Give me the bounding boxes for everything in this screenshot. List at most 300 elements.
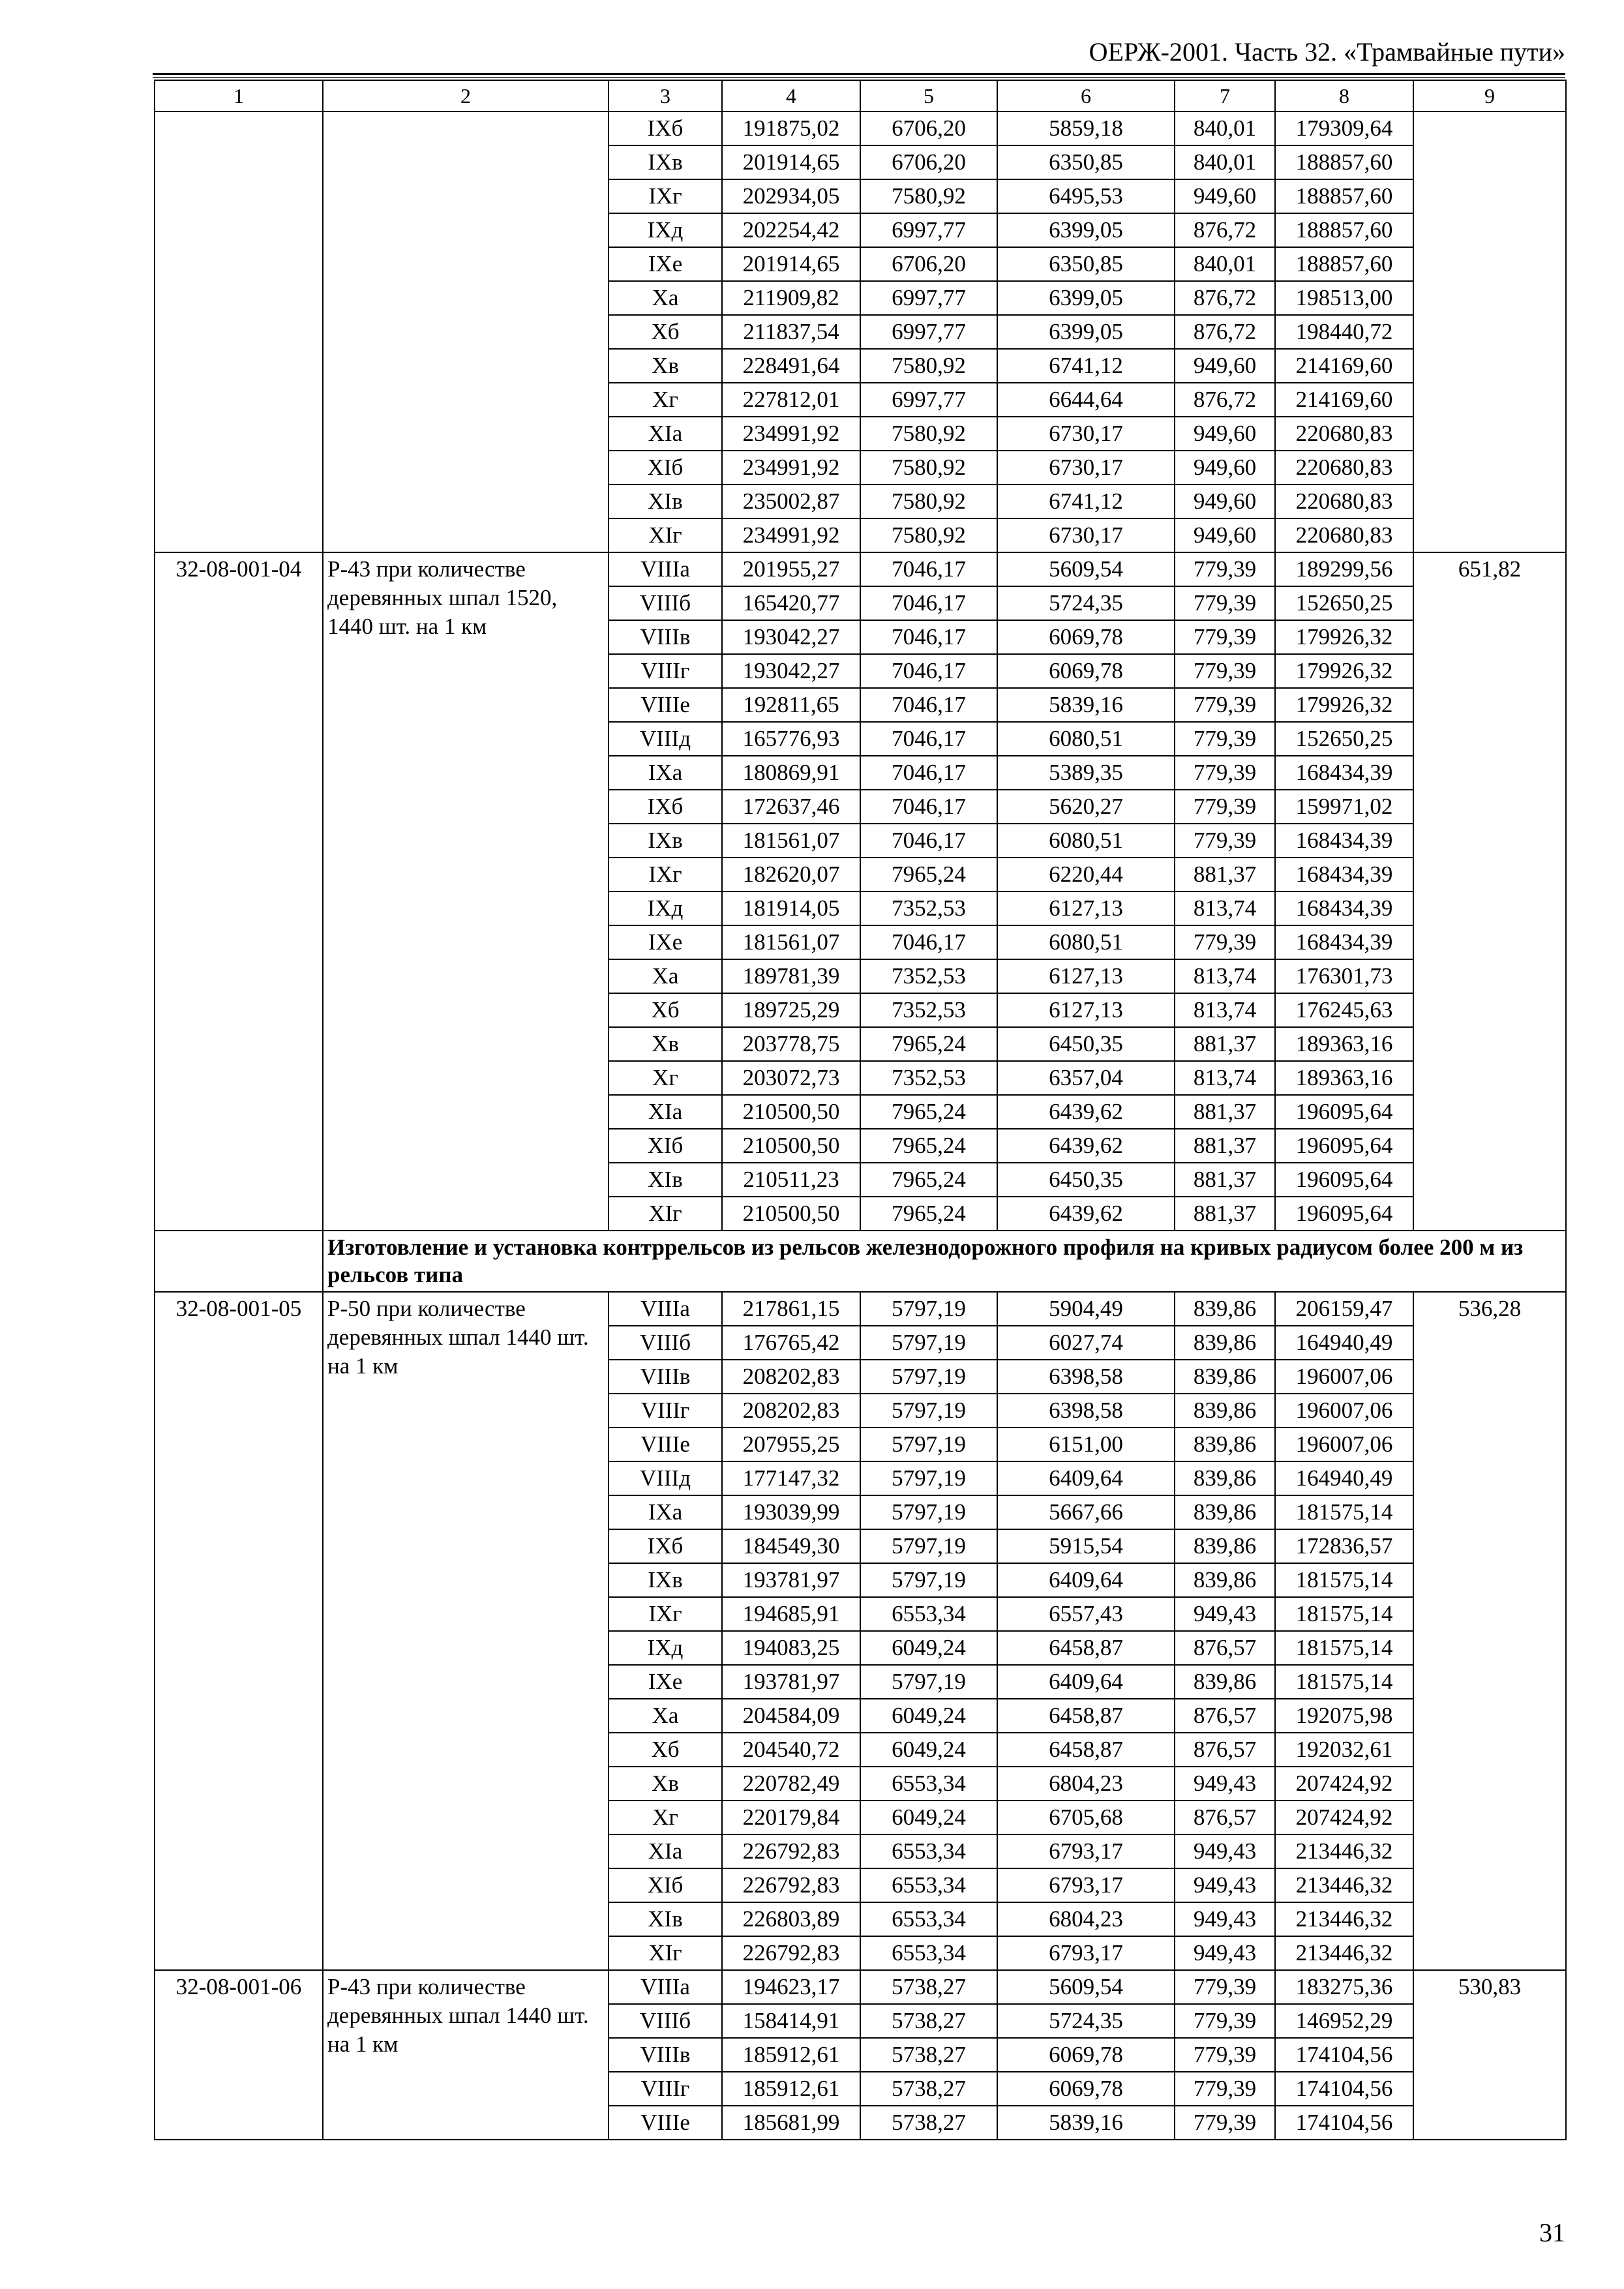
value-cell: 6793,17 bbox=[997, 1936, 1175, 1970]
value-cell: 214169,60 bbox=[1275, 383, 1413, 417]
zone-cell: VIIIд bbox=[609, 1461, 722, 1495]
column-number: 8 bbox=[1275, 80, 1413, 112]
zone-cell: VIIIг bbox=[609, 1394, 722, 1428]
value-cell: 881,37 bbox=[1175, 1027, 1275, 1061]
value-cell: 779,39 bbox=[1175, 2038, 1275, 2072]
value-cell: 180869,91 bbox=[722, 756, 860, 790]
zone-cell: Xв bbox=[609, 1027, 722, 1061]
value-cell: 6399,05 bbox=[997, 281, 1175, 315]
value-cell: 5797,19 bbox=[860, 1326, 997, 1360]
value-cell: 234991,92 bbox=[722, 451, 860, 485]
value-cell: 779,39 bbox=[1175, 586, 1275, 620]
value-cell: 191875,02 bbox=[722, 112, 860, 145]
value-cell: 5667,66 bbox=[997, 1495, 1175, 1529]
value-cell: 189781,39 bbox=[722, 959, 860, 993]
value-cell: 6350,85 bbox=[997, 145, 1175, 179]
value-cell: 220782,49 bbox=[722, 1767, 860, 1801]
value-cell: 168434,39 bbox=[1275, 925, 1413, 959]
value-cell: 210500,50 bbox=[722, 1129, 860, 1163]
value-cell: 876,72 bbox=[1175, 281, 1275, 315]
norm-code: 32-08-001-05 bbox=[155, 1292, 323, 1970]
section-title: Изготовление и установка контррельсов из рельсов железнодорожного профиля на кривых радиусом более 200 м из рельсов типа bbox=[323, 1231, 1566, 1292]
header-rule-thin bbox=[153, 77, 1565, 78]
value-cell: 6804,23 bbox=[997, 1767, 1175, 1801]
value-cell: 6553,34 bbox=[860, 1767, 997, 1801]
value-cell: 228491,64 bbox=[722, 349, 860, 383]
zone-cell: Xб bbox=[609, 993, 722, 1027]
zone-cell: Xа bbox=[609, 959, 722, 993]
value-cell: 181575,14 bbox=[1275, 1665, 1413, 1699]
value-cell: 7580,92 bbox=[860, 518, 997, 552]
zone-cell: IXг bbox=[609, 1597, 722, 1631]
value-cell: 188857,60 bbox=[1275, 179, 1413, 213]
value-cell: 188857,60 bbox=[1275, 213, 1413, 247]
value-cell: 213446,32 bbox=[1275, 1902, 1413, 1936]
value-cell: 174104,56 bbox=[1275, 2038, 1413, 2072]
value-cell: 6730,17 bbox=[997, 518, 1175, 552]
value-cell: 949,60 bbox=[1175, 451, 1275, 485]
value-cell: 177147,32 bbox=[722, 1461, 860, 1495]
table-row bbox=[155, 1292, 1566, 1326]
value-cell: 6350,85 bbox=[997, 247, 1175, 281]
value-cell: 226792,83 bbox=[722, 1936, 860, 1970]
value-cell: 193781,97 bbox=[722, 1665, 860, 1699]
value-cell: 158414,91 bbox=[722, 2004, 860, 2038]
zone-cell: VIIIе bbox=[609, 688, 722, 722]
value-cell: 7965,24 bbox=[860, 858, 997, 891]
zone-cell: XIб bbox=[609, 1129, 722, 1163]
value-cell: 5797,19 bbox=[860, 1529, 997, 1563]
column-number: 5 bbox=[860, 80, 997, 112]
value-cell: 813,74 bbox=[1175, 1061, 1275, 1095]
value-cell: 193042,27 bbox=[722, 620, 860, 654]
value-cell: 949,43 bbox=[1175, 1936, 1275, 1970]
value-cell: 211909,82 bbox=[722, 281, 860, 315]
value-cell: 6069,78 bbox=[997, 2072, 1175, 2106]
value-cell: 6450,35 bbox=[997, 1163, 1175, 1197]
value-cell: 181561,07 bbox=[722, 925, 860, 959]
value-cell: 6399,05 bbox=[997, 315, 1175, 349]
value-cell: 779,39 bbox=[1175, 2004, 1275, 2038]
zone-cell: VIIIб bbox=[609, 1326, 722, 1360]
value-cell: 5738,27 bbox=[860, 2004, 997, 2038]
value-cell: 226792,83 bbox=[722, 1834, 860, 1868]
zone-cell: XIг bbox=[609, 1197, 722, 1231]
norm-description: Р-50 при количестве деревянных шпал 1440 шт. на 1 км bbox=[323, 1292, 609, 1970]
value-cell: 6730,17 bbox=[997, 417, 1175, 451]
value-cell: 164940,49 bbox=[1275, 1326, 1413, 1360]
column-number: 9 bbox=[1413, 80, 1566, 112]
col9-value bbox=[1413, 112, 1566, 552]
value-cell: 194623,17 bbox=[722, 1970, 860, 2004]
value-cell: 7046,17 bbox=[860, 925, 997, 959]
value-cell: 6997,77 bbox=[860, 315, 997, 349]
value-cell: 949,60 bbox=[1175, 179, 1275, 213]
value-cell: 6069,78 bbox=[997, 620, 1175, 654]
zone-cell: Xб bbox=[609, 1733, 722, 1767]
value-cell: 192032,61 bbox=[1275, 1733, 1413, 1767]
value-cell: 6793,17 bbox=[997, 1868, 1175, 1902]
value-cell: 6220,44 bbox=[997, 858, 1175, 891]
value-cell: 779,39 bbox=[1175, 2072, 1275, 2106]
zone-cell: Xа bbox=[609, 281, 722, 315]
zone-cell: IXг bbox=[609, 179, 722, 213]
zone-cell: XIв bbox=[609, 1163, 722, 1197]
value-cell: 7046,17 bbox=[860, 620, 997, 654]
value-cell: 188857,60 bbox=[1275, 145, 1413, 179]
value-cell: 7046,17 bbox=[860, 790, 997, 824]
zone-cell: IXд bbox=[609, 891, 722, 925]
value-cell: 6705,68 bbox=[997, 1801, 1175, 1834]
value-cell: 6027,74 bbox=[997, 1326, 1175, 1360]
value-cell: 5839,16 bbox=[997, 2106, 1175, 2140]
value-cell: 949,60 bbox=[1175, 518, 1275, 552]
zone-cell: IXе bbox=[609, 247, 722, 281]
page-header: ОЕРЖ-2001. Часть 32. «Трамвайные пути» bbox=[1089, 37, 1565, 67]
value-cell: 779,39 bbox=[1175, 2106, 1275, 2140]
zone-cell: IXб bbox=[609, 1529, 722, 1563]
value-cell: 7965,24 bbox=[860, 1129, 997, 1163]
zone-cell: VIIIб bbox=[609, 586, 722, 620]
value-cell: 168434,39 bbox=[1275, 858, 1413, 891]
value-cell: 779,39 bbox=[1175, 688, 1275, 722]
zone-cell: IXв bbox=[609, 145, 722, 179]
norm-code bbox=[155, 112, 323, 552]
value-cell: 152650,25 bbox=[1275, 586, 1413, 620]
value-cell: 881,37 bbox=[1175, 1197, 1275, 1231]
value-cell: 779,39 bbox=[1175, 1970, 1275, 2004]
value-cell: 6398,58 bbox=[997, 1360, 1175, 1394]
value-cell: 5797,19 bbox=[860, 1665, 997, 1699]
value-cell: 7046,17 bbox=[860, 756, 997, 790]
column-number: 2 bbox=[323, 80, 609, 112]
value-cell: 6069,78 bbox=[997, 2038, 1175, 2072]
value-cell: 188857,60 bbox=[1275, 247, 1413, 281]
value-cell: 949,43 bbox=[1175, 1902, 1275, 1936]
value-cell: 202934,05 bbox=[722, 179, 860, 213]
value-cell: 6049,24 bbox=[860, 1631, 997, 1665]
value-cell: 5738,27 bbox=[860, 2072, 997, 2106]
value-cell: 182620,07 bbox=[722, 858, 860, 891]
value-cell: 840,01 bbox=[1175, 112, 1275, 145]
value-cell: 779,39 bbox=[1175, 824, 1275, 858]
value-cell: 204584,09 bbox=[722, 1699, 860, 1733]
value-cell: 206159,47 bbox=[1275, 1292, 1413, 1326]
value-cell: 208202,83 bbox=[722, 1360, 860, 1394]
value-cell: 5620,27 bbox=[997, 790, 1175, 824]
value-cell: 179926,32 bbox=[1275, 620, 1413, 654]
value-cell: 779,39 bbox=[1175, 654, 1275, 688]
zone-cell: XIа bbox=[609, 1834, 722, 1868]
value-cell: 6357,04 bbox=[997, 1061, 1175, 1095]
value-cell: 196007,06 bbox=[1275, 1360, 1413, 1394]
zone-cell: XIг bbox=[609, 1936, 722, 1970]
value-cell: 204540,72 bbox=[722, 1733, 860, 1767]
column-number: 3 bbox=[609, 80, 722, 112]
value-cell: 196095,64 bbox=[1275, 1095, 1413, 1129]
value-cell: 839,86 bbox=[1175, 1461, 1275, 1495]
value-cell: 220179,84 bbox=[722, 1801, 860, 1834]
value-cell: 5904,49 bbox=[997, 1292, 1175, 1326]
value-cell: 949,43 bbox=[1175, 1834, 1275, 1868]
value-cell: 172836,57 bbox=[1275, 1529, 1413, 1563]
value-cell: 813,74 bbox=[1175, 891, 1275, 925]
col9-value: 651,82 bbox=[1413, 552, 1566, 1231]
value-cell: 6997,77 bbox=[860, 213, 997, 247]
zone-cell: VIIIа bbox=[609, 552, 722, 586]
value-cell: 5609,54 bbox=[997, 1970, 1175, 2004]
value-cell: 168434,39 bbox=[1275, 891, 1413, 925]
zone-cell: VIIIв bbox=[609, 2038, 722, 2072]
value-cell: 165420,77 bbox=[722, 586, 860, 620]
value-cell: 6409,64 bbox=[997, 1563, 1175, 1597]
value-cell: 6450,35 bbox=[997, 1027, 1175, 1061]
value-cell: 193781,97 bbox=[722, 1563, 860, 1597]
value-cell: 6804,23 bbox=[997, 1902, 1175, 1936]
zone-cell: VIIIе bbox=[609, 1428, 722, 1461]
value-cell: 189363,16 bbox=[1275, 1061, 1413, 1095]
value-cell: 181575,14 bbox=[1275, 1495, 1413, 1529]
zone-cell: VIIIг bbox=[609, 2072, 722, 2106]
value-cell: 949,60 bbox=[1175, 349, 1275, 383]
value-cell: 5839,16 bbox=[997, 688, 1175, 722]
value-cell: 168434,39 bbox=[1275, 824, 1413, 858]
value-cell: 6069,78 bbox=[997, 654, 1175, 688]
value-cell: 196007,06 bbox=[1275, 1428, 1413, 1461]
value-cell: 146952,29 bbox=[1275, 2004, 1413, 2038]
value-cell: 176301,73 bbox=[1275, 959, 1413, 993]
value-cell: 7580,92 bbox=[860, 349, 997, 383]
value-cell: 949,43 bbox=[1175, 1868, 1275, 1902]
table-row bbox=[155, 112, 1566, 145]
value-cell: 7965,24 bbox=[860, 1095, 997, 1129]
value-cell: 220680,83 bbox=[1275, 417, 1413, 451]
zone-cell: IXе bbox=[609, 1665, 722, 1699]
value-cell: 6127,13 bbox=[997, 891, 1175, 925]
value-cell: 876,57 bbox=[1175, 1801, 1275, 1834]
value-cell: 6049,24 bbox=[860, 1699, 997, 1733]
value-cell: 227812,01 bbox=[722, 383, 860, 417]
zone-cell: VIIIг bbox=[609, 654, 722, 688]
zone-cell: IXв bbox=[609, 1563, 722, 1597]
zone-cell: IXб bbox=[609, 112, 722, 145]
zone-cell: VIIIб bbox=[609, 2004, 722, 2038]
value-cell: 226792,83 bbox=[722, 1868, 860, 1902]
zone-cell: VIIIа bbox=[609, 1970, 722, 2004]
value-cell: 203778,75 bbox=[722, 1027, 860, 1061]
price-table bbox=[154, 80, 1567, 2140]
value-cell: 779,39 bbox=[1175, 925, 1275, 959]
value-cell: 181561,07 bbox=[722, 824, 860, 858]
table-row bbox=[155, 552, 1566, 586]
value-cell: 6553,34 bbox=[860, 1936, 997, 1970]
value-cell: 6793,17 bbox=[997, 1834, 1175, 1868]
norm-code: 32-08-001-04 bbox=[155, 552, 323, 1231]
value-cell: 839,86 bbox=[1175, 1563, 1275, 1597]
zone-cell: VIIIа bbox=[609, 1292, 722, 1326]
zone-cell: IXд bbox=[609, 213, 722, 247]
value-cell: 220680,83 bbox=[1275, 451, 1413, 485]
value-cell: 193042,27 bbox=[722, 654, 860, 688]
zone-cell: Xг bbox=[609, 383, 722, 417]
value-cell: 174104,56 bbox=[1275, 2072, 1413, 2106]
value-cell: 210500,50 bbox=[722, 1197, 860, 1231]
value-cell: 196007,06 bbox=[1275, 1394, 1413, 1428]
value-cell: 6553,34 bbox=[860, 1902, 997, 1936]
value-cell: 5797,19 bbox=[860, 1563, 997, 1597]
value-cell: 194685,91 bbox=[722, 1597, 860, 1631]
value-cell: 7580,92 bbox=[860, 417, 997, 451]
value-cell: 7046,17 bbox=[860, 722, 997, 756]
value-cell: 6706,20 bbox=[860, 145, 997, 179]
value-cell: 949,43 bbox=[1175, 1597, 1275, 1631]
value-cell: 7046,17 bbox=[860, 688, 997, 722]
value-cell: 189299,56 bbox=[1275, 552, 1413, 586]
zone-cell: VIIIв bbox=[609, 1360, 722, 1394]
value-cell: 5797,19 bbox=[860, 1461, 997, 1495]
value-cell: 779,39 bbox=[1175, 790, 1275, 824]
value-cell: 881,37 bbox=[1175, 1163, 1275, 1197]
value-cell: 6458,87 bbox=[997, 1733, 1175, 1767]
value-cell: 949,60 bbox=[1175, 485, 1275, 518]
column-number: 4 bbox=[722, 80, 860, 112]
zone-cell: XIг bbox=[609, 518, 722, 552]
value-cell: 6553,34 bbox=[860, 1834, 997, 1868]
value-cell: 6127,13 bbox=[997, 959, 1175, 993]
value-cell: 192075,98 bbox=[1275, 1699, 1413, 1733]
value-cell: 172637,46 bbox=[722, 790, 860, 824]
value-cell: 6049,24 bbox=[860, 1801, 997, 1834]
zone-cell: VIIIе bbox=[609, 2106, 722, 2140]
value-cell: 6127,13 bbox=[997, 993, 1175, 1027]
value-cell: 6741,12 bbox=[997, 485, 1175, 518]
value-cell: 207955,25 bbox=[722, 1428, 860, 1461]
value-cell: 207424,92 bbox=[1275, 1801, 1413, 1834]
value-cell: 6409,64 bbox=[997, 1461, 1175, 1495]
value-cell: 185912,61 bbox=[722, 2072, 860, 2106]
norm-code: 32-08-001-06 bbox=[155, 1970, 323, 2140]
value-cell: 839,86 bbox=[1175, 1529, 1275, 1563]
value-cell: 5738,27 bbox=[860, 2038, 997, 2072]
value-cell: 839,86 bbox=[1175, 1326, 1275, 1360]
value-cell: 6458,87 bbox=[997, 1699, 1175, 1733]
value-cell: 226803,89 bbox=[722, 1902, 860, 1936]
value-cell: 181575,14 bbox=[1275, 1563, 1413, 1597]
value-cell: 839,86 bbox=[1175, 1495, 1275, 1529]
value-cell: 201914,65 bbox=[722, 145, 860, 179]
value-cell: 181575,14 bbox=[1275, 1597, 1413, 1631]
value-cell: 779,39 bbox=[1175, 552, 1275, 586]
value-cell: 5724,35 bbox=[997, 2004, 1175, 2038]
value-cell: 7580,92 bbox=[860, 179, 997, 213]
value-cell: 5915,54 bbox=[997, 1529, 1175, 1563]
zone-cell: XIв bbox=[609, 485, 722, 518]
value-cell: 176765,42 bbox=[722, 1326, 860, 1360]
section-blank bbox=[155, 1231, 323, 1292]
value-cell: 6049,24 bbox=[860, 1733, 997, 1767]
value-cell: 6439,62 bbox=[997, 1095, 1175, 1129]
value-cell: 6557,43 bbox=[997, 1597, 1175, 1631]
value-cell: 203072,73 bbox=[722, 1061, 860, 1095]
value-cell: 5389,35 bbox=[997, 756, 1175, 790]
value-cell: 6151,00 bbox=[997, 1428, 1175, 1461]
value-cell: 179926,32 bbox=[1275, 688, 1413, 722]
value-cell: 5797,19 bbox=[860, 1360, 997, 1394]
value-cell: 214169,60 bbox=[1275, 349, 1413, 383]
zone-cell: Xв bbox=[609, 349, 722, 383]
value-cell: 813,74 bbox=[1175, 959, 1275, 993]
value-cell: 189725,29 bbox=[722, 993, 860, 1027]
zone-cell: IXб bbox=[609, 790, 722, 824]
value-cell: 194083,25 bbox=[722, 1631, 860, 1665]
value-cell: 6080,51 bbox=[997, 722, 1175, 756]
value-cell: 165776,93 bbox=[722, 722, 860, 756]
value-cell: 7046,17 bbox=[860, 824, 997, 858]
col9-value: 536,28 bbox=[1413, 1292, 1566, 1970]
value-cell: 201914,65 bbox=[722, 247, 860, 281]
value-cell: 7965,24 bbox=[860, 1197, 997, 1231]
value-cell: 876,72 bbox=[1175, 213, 1275, 247]
value-cell: 193039,99 bbox=[722, 1495, 860, 1529]
value-cell: 196095,64 bbox=[1275, 1163, 1413, 1197]
value-cell: 840,01 bbox=[1175, 247, 1275, 281]
value-cell: 7046,17 bbox=[860, 552, 997, 586]
value-cell: 839,86 bbox=[1175, 1292, 1275, 1326]
value-cell: 235002,87 bbox=[722, 485, 860, 518]
norm-description: Р-43 при количестве деревянных шпал 1440 шт. на 1 км bbox=[323, 1970, 609, 2140]
value-cell: 7352,53 bbox=[860, 1061, 997, 1095]
value-cell: 181914,05 bbox=[722, 891, 860, 925]
value-cell: 220680,83 bbox=[1275, 518, 1413, 552]
value-cell: 210500,50 bbox=[722, 1095, 860, 1129]
value-cell: 876,72 bbox=[1175, 383, 1275, 417]
page-number: 31 bbox=[1539, 2218, 1565, 2247]
value-cell: 6730,17 bbox=[997, 451, 1175, 485]
zone-cell: IXе bbox=[609, 925, 722, 959]
zone-cell: XIа bbox=[609, 1095, 722, 1129]
value-cell: 7046,17 bbox=[860, 654, 997, 688]
value-cell: 779,39 bbox=[1175, 722, 1275, 756]
value-cell: 201955,27 bbox=[722, 552, 860, 586]
value-cell: 5738,27 bbox=[860, 2106, 997, 2140]
value-cell: 876,57 bbox=[1175, 1699, 1275, 1733]
value-cell: 839,86 bbox=[1175, 1665, 1275, 1699]
value-cell: 196095,64 bbox=[1275, 1197, 1413, 1231]
value-cell: 208202,83 bbox=[722, 1394, 860, 1428]
value-cell: 840,01 bbox=[1175, 145, 1275, 179]
value-cell: 196095,64 bbox=[1275, 1129, 1413, 1163]
value-cell: 213446,32 bbox=[1275, 1868, 1413, 1902]
value-cell: 6553,34 bbox=[860, 1868, 997, 1902]
value-cell: 839,86 bbox=[1175, 1428, 1275, 1461]
section-row bbox=[155, 1231, 1566, 1292]
zone-cell: Xа bbox=[609, 1699, 722, 1733]
column-numbers-row bbox=[155, 80, 1566, 112]
value-cell: 189363,16 bbox=[1275, 1027, 1413, 1061]
value-cell: 6741,12 bbox=[997, 349, 1175, 383]
value-cell: 949,43 bbox=[1175, 1767, 1275, 1801]
col9-value: 530,83 bbox=[1413, 1970, 1566, 2140]
value-cell: 6458,87 bbox=[997, 1631, 1175, 1665]
value-cell: 213446,32 bbox=[1275, 1834, 1413, 1868]
value-cell: 5724,35 bbox=[997, 586, 1175, 620]
value-cell: 174104,56 bbox=[1275, 2106, 1413, 2140]
column-number: 1 bbox=[155, 80, 323, 112]
value-cell: 184549,30 bbox=[722, 1529, 860, 1563]
value-cell: 7580,92 bbox=[860, 485, 997, 518]
value-cell: 6080,51 bbox=[997, 824, 1175, 858]
zone-cell: XIв bbox=[609, 1902, 722, 1936]
